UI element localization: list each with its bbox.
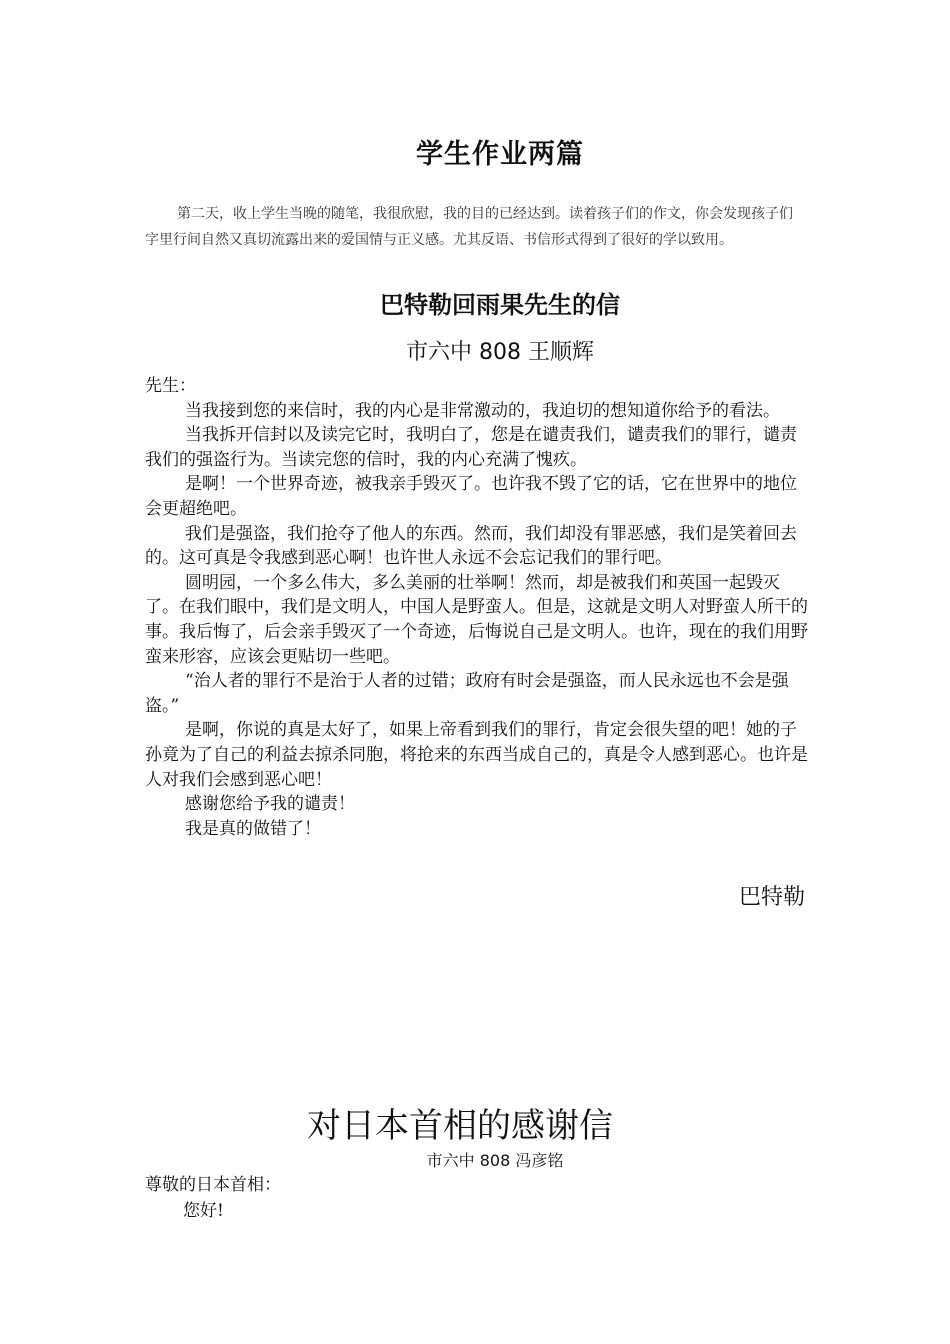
letter-1-paragraph: 感谢您给予我的谴责！ <box>185 794 355 815</box>
letter-1-paragraph: 是啊！一个世界奇迹，被我亲手毁灭了。也许我不毁了它的话，它在世界中的地位会更超绝吧。 <box>145 474 797 519</box>
letter-2-salutation: 尊敬的日本首相： <box>145 1175 281 1195</box>
letter-1-paragraph: 圆明园，一个多么伟大，多么美丽的壮举啊！然而，却是被我们和英国一起毁灭了。在我们眼中，我们是文明人，中国人是野蛮人。但是，这就是文明人对野蛮人所干的事。我后悔了，后会亲手毁灭了一个奇迹，后悔说自己是文明人。也许，现在的我们用野蛮来形容，应该会更贴切一些吧。 <box>145 572 808 667</box>
letter-1-paragraph: 是啊，你说的真是太好了，如果上帝看到我们的罪行，肯定会很失望的吧！她的子孙竟为了自己的利益去掠杀同胞，将抢来的东西当成自己的，真是令人感到恶心。也许是人对我们会感到恶心吧！ <box>145 720 808 790</box>
letter-1-paragraph: 我是真的做错了！ <box>185 818 321 839</box>
letter-1-salutation: 先生： <box>145 376 196 396</box>
letter-1-paragraph: “治人者的罪行不是治于人者的过错；政府有时会是强盗，而人民永远也不会是强盗。” <box>145 671 789 716</box>
letter-1-author: 市六中 808 王顺辉 <box>406 340 594 365</box>
letter-1-paragraph: 我们是强盗，我们抢夺了他人的东西。然而，我们却没有罪恶感，我们是笑着回去的。这可真是令我感到恶心啊！也许世人永远不会忘记我们的罪行吧。 <box>145 523 797 569</box>
letter-1-paragraph: 当我拆开信封以及读完它时，我明白了，您是在谴责我们，谴责我们的罪行，谴责我们的强盗行为。当读完您的信时，我的内心充满了愧疚。 <box>145 425 797 470</box>
letter-2-body <box>145 1172 810 1224</box>
letter-1-body <box>145 374 810 841</box>
intro-paragraph: 第二天，收上学生当晚的随笔，我很欣慰，我的目的已经达到。读着孩子们的作文，你会发现孩子们字里行间自然又真切流露出来的爱国情与正义感。尤其反语、书信形式得到了很好的学以致用。 <box>145 206 793 248</box>
letter-1-paragraph: 当我接到您的来信时，我的内心是非常激动的，我迫切的想知道你给予的看法。 <box>185 400 780 421</box>
letter-1-signature: 巴特勒 <box>738 885 805 910</box>
letter-2-greeting: 您好! <box>183 1201 224 1221</box>
letter-1-title: 巴特勒回雨果先生的信 <box>380 291 620 319</box>
document-title: 学生作业两篇 <box>416 139 584 170</box>
letter-2-author: 市六中 808 冯彦铭 <box>426 1151 564 1170</box>
letter-2-title: 对日本首相的感谢信 <box>307 1106 613 1146</box>
